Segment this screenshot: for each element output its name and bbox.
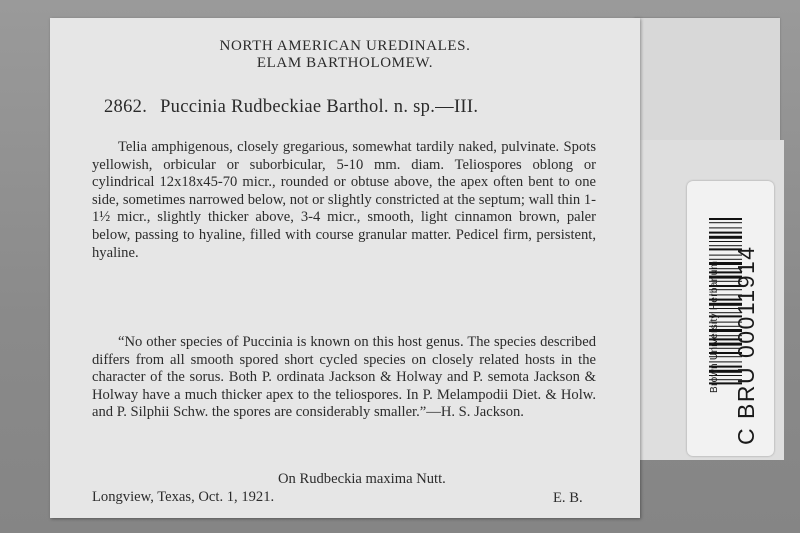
specimen-label [50, 18, 640, 518]
series-title: NORTH AMERICAN UREDINALES. [219, 38, 471, 54]
barcode-stripe [709, 241, 742, 242]
catalog-number: C BRU 00011914 [733, 245, 759, 445]
species-name: Puccinia Rudbeckiae Barthol. n. sp.—III. [160, 97, 479, 117]
host-line: On Rudbeckia maxima Nutt. [278, 471, 446, 487]
species-heading [104, 97, 478, 118]
barcode-stripe [709, 227, 742, 228]
barcode-label [687, 181, 774, 456]
collector-name: ELAM BARTHOLOMEW. [256, 55, 434, 71]
barcode-stripe [709, 232, 742, 234]
institution-name: Brown University Herbarium [709, 260, 720, 393]
collector-initials: E. B. [553, 490, 583, 506]
species-number: 2862. [104, 97, 148, 117]
locality-line: Longview, Texas, Oct. 1, 1921. [92, 489, 275, 505]
quote-paragraph: “No other species of Puccinia is known on this host genus. The species described differs from all smooth spored short cycled species on closely related hosts in the character of the sorus. Both P. ordinata Jackson & Holway and P. semota Jackson & Holway have a much thicker apex to the teliospores. In P. Melampodii Diet. & Holw. and P. Silphii Schw. the spores are considerably smaller.”—H. S. Jackson. [92, 334, 596, 421]
barcode-stripe [709, 222, 742, 223]
barcode-stripe [709, 218, 742, 220]
description-paragraph: Telia amphigenous, closely gregarious, somewhat tardily naked, pulvinate. Spots yellowish, orbicular or suborbicular, 5-10 mm. diam. Teliospores oblong or cylindrical 12x18x45-70 micr., rounded or obtuse above, the apex often bent to one side, sometimes narrowed below, not or slightly constricted at the septum; wall thin 1-1½ micr., slightly thicker above, 3-4 micr., smooth, light cinnamon brown, paler below, passing to hyaline, filled with course granular matter. Pedicel firm, persistent, hyaline. [92, 139, 596, 261]
barcode-stripe [709, 236, 742, 239]
